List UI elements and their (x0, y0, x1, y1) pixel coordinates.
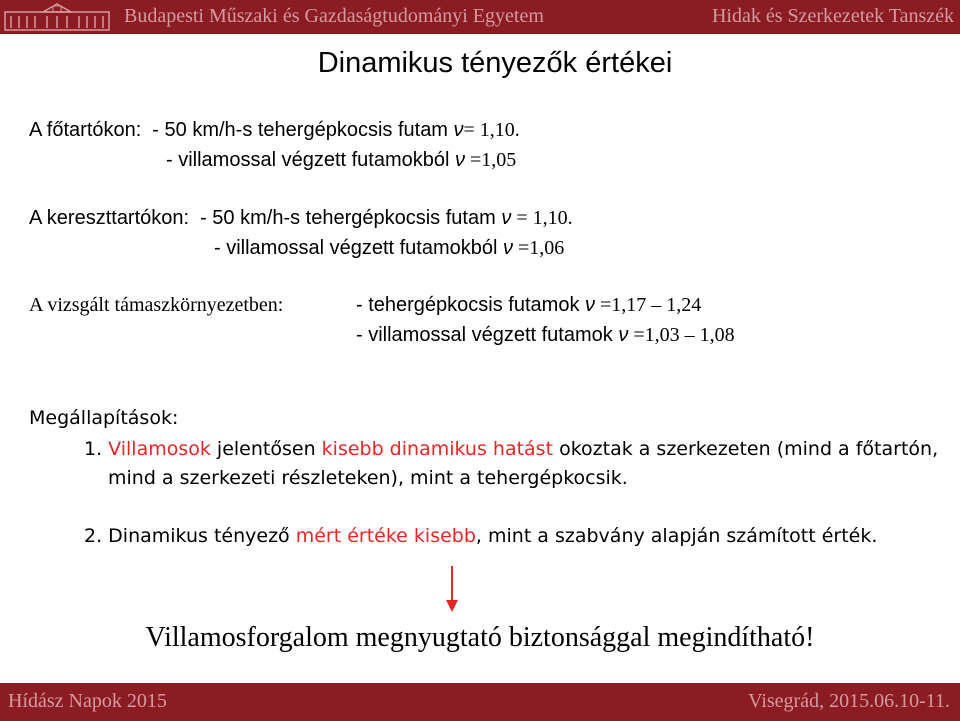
footer-bar (0, 683, 960, 721)
support-zone-truck-text: - tehergépkocsis futamok (356, 294, 585, 316)
cross-girders-label: A kereszttartókon: (29, 207, 190, 229)
support-zone-tram-text: - villamossal végzett futamok (356, 324, 619, 346)
finding-1-highlight-trams: Villamosok (108, 438, 211, 460)
cross-girders-tram-value: =1,06 (513, 237, 565, 259)
finding-2-highlight: mért értéke kisebb (295, 525, 476, 547)
finding-2-text-a: Dinamikus tényező (108, 525, 296, 547)
cross-girders-line-1 (29, 207, 573, 230)
nu-symbol: ν (503, 237, 514, 259)
main-girders-truck-value: = 1,10. (463, 119, 520, 141)
finding-2-text-b: , mint a szabvány alapján számított érték. (475, 525, 878, 547)
cross-girders-tram-text: - villamossal végzett futamokból (214, 237, 504, 259)
footer-event: Hídász Napok 2015 (8, 690, 167, 712)
main-girders-line-2 (166, 149, 516, 172)
main-girders-label: A főtartókon: (29, 119, 142, 141)
finding-1-line-1 (84, 438, 938, 460)
nu-symbol: ν (501, 207, 512, 229)
down-arrow-icon (444, 566, 460, 612)
footer-place-date: Visegrád, 2015.06.10-11. (748, 690, 950, 712)
cross-girders-line-2 (214, 237, 564, 260)
finding-1-line-2: mind a szerkezeti részleteken), mint a tehergépkocsik. (108, 467, 628, 489)
cross-girders-truck-value: = 1,10. (511, 207, 573, 229)
cross-girders-truck-text: - 50 km/h-s tehergépkocsis futam (200, 207, 502, 229)
nu-symbol: ν (585, 294, 595, 316)
header-bar (0, 0, 960, 34)
support-zone-line-1 (356, 294, 701, 317)
page-title: Dinamikus tényezők értékei (317, 47, 673, 79)
findings-heading: Megállapítások: (29, 407, 179, 429)
finding-2-number: 2. (84, 525, 109, 547)
nu-symbol: ν (618, 324, 629, 346)
university-name: Budapesti Műszaki és Gazdaságtudományi Egyetem (124, 5, 544, 27)
main-girders-tram-value: =1,05 (465, 149, 517, 171)
department-name: Hidak és Szerkezetek Tanszék (711, 5, 954, 27)
finding-1-text-a: jelentősen (210, 438, 322, 460)
finding-1-text-b: okoztak a szerkezeten (mind a főtartón, (553, 438, 939, 460)
finding-2-line (84, 525, 877, 547)
finding-1-number: 1. (84, 438, 109, 460)
support-zone-truck-value: =1,17 – 1,24 (595, 294, 702, 316)
main-girders-tram-text: - villamossal végzett futamokból (166, 149, 456, 171)
conclusion-text: Villamosforgalom megnyugtató biztonsággal megindítható! (145, 622, 815, 653)
main-girders-truck-text: - 50 km/h-s tehergépkocsis futam (152, 119, 454, 141)
support-zone-label: A vizsgált támaszkörnyezetben: (29, 294, 284, 316)
nu-symbol: ν (455, 149, 466, 171)
university-building-logo (3, 2, 111, 32)
nu-symbol: ν (453, 119, 464, 141)
support-zone-line-2 (356, 324, 735, 347)
support-zone-tram-value: =1,03 – 1,08 (628, 324, 735, 346)
main-girders-line-1 (29, 119, 520, 142)
finding-1-highlight-effect: kisebb dinamikus hatást (321, 438, 554, 460)
